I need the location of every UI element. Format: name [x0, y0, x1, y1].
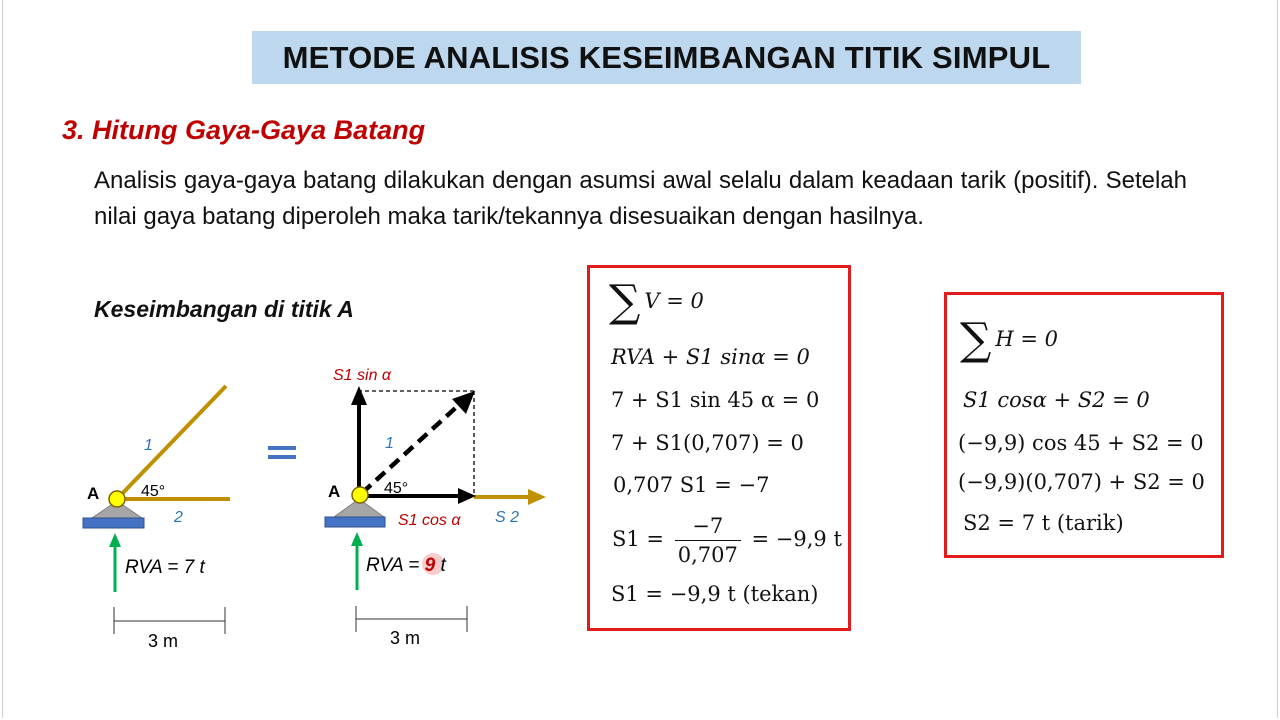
member-2-label: 2: [174, 509, 183, 526]
right-diagram: [325, 367, 546, 648]
horizontal-component-arrowhead: [458, 488, 476, 504]
reaction-label: RVA = 9 t: [366, 555, 446, 576]
member-1-dashed: [362, 403, 461, 493]
vertical-component-label: S1 sin α: [333, 367, 392, 384]
node-label: A: [328, 482, 341, 501]
h-equation-line-1: S1 cosα + S2 = 0: [963, 388, 1150, 412]
v-fraction-equation: S1 = $\frac{-7}{0,707}$ = −9,9 t: [612, 514, 842, 567]
vertical-component-arrowhead: [351, 386, 367, 405]
node-a: [109, 491, 125, 507]
h-equation-line-4: S2 = 7 t (tarik): [963, 511, 1124, 535]
member-2-label: S 2: [495, 509, 520, 526]
h-equation-line-3: (−9,9)(0,707) + S2 = 0: [958, 470, 1205, 494]
angle-label: 45°: [141, 483, 166, 500]
left-diagram: [83, 386, 230, 651]
sigma-symbol: ∑: [609, 276, 641, 327]
reaction-arrowhead: [351, 532, 363, 546]
member-1-label: 1: [144, 437, 153, 454]
member-2-arrowhead: [528, 489, 546, 505]
fraction: $\frac{-7}{0,707}$: [675, 512, 741, 569]
support-base: [83, 518, 144, 528]
member-1: [117, 386, 226, 499]
equals-sign: [268, 446, 296, 459]
v-equation-line-4: 0,707 S1 = −7: [613, 473, 770, 497]
angle-label: 45°: [384, 480, 409, 497]
sum-v-equation: ∑ V = 0: [609, 276, 704, 327]
support-base: [325, 517, 385, 527]
horizontal-component-label: S1 cos α: [398, 512, 461, 529]
v-result: S1 = −9,9 t (tekan): [611, 582, 819, 606]
section-heading: 3. Hitung Gaya-Gaya Batang: [62, 115, 426, 145]
node-label: A: [87, 484, 100, 503]
span-label: 3 m: [390, 628, 421, 648]
reaction-label: RVA = 7 t: [125, 557, 205, 578]
h-equation-line-2: (−9,9) cos 45 + S2 = 0: [958, 431, 1204, 455]
v-equation-line-1: RVA + S1 sinα = 0: [611, 345, 810, 369]
sum-h-equation: ∑ H = 0: [960, 314, 1059, 365]
sub-heading: Keseimbangan di titik A: [94, 296, 354, 322]
reaction-arrowhead: [109, 533, 121, 547]
sigma-symbol: ∑: [960, 314, 992, 365]
node-a: [352, 487, 368, 503]
section-paragraph: Analisis gaya-gaya batang dilakukan dengan asumsi awal selalu dalam keadaan tarik (positif). Setelah nilai gaya batang diperoleh maka tarik/tekannya disesuaikan dengan hasilnya.: [94, 167, 1187, 230]
slide-title: METODE ANALISIS KESEIMBANGAN TITIK SIMPUL: [282, 39, 1051, 75]
v-equation-line-3: 7 + S1(0,707) = 0: [611, 431, 804, 455]
member-1-label: 1: [385, 435, 394, 452]
v-equation-line-2: 7 + S1 sin 45 α = 0: [611, 388, 820, 412]
span-label: 3 m: [148, 631, 179, 651]
